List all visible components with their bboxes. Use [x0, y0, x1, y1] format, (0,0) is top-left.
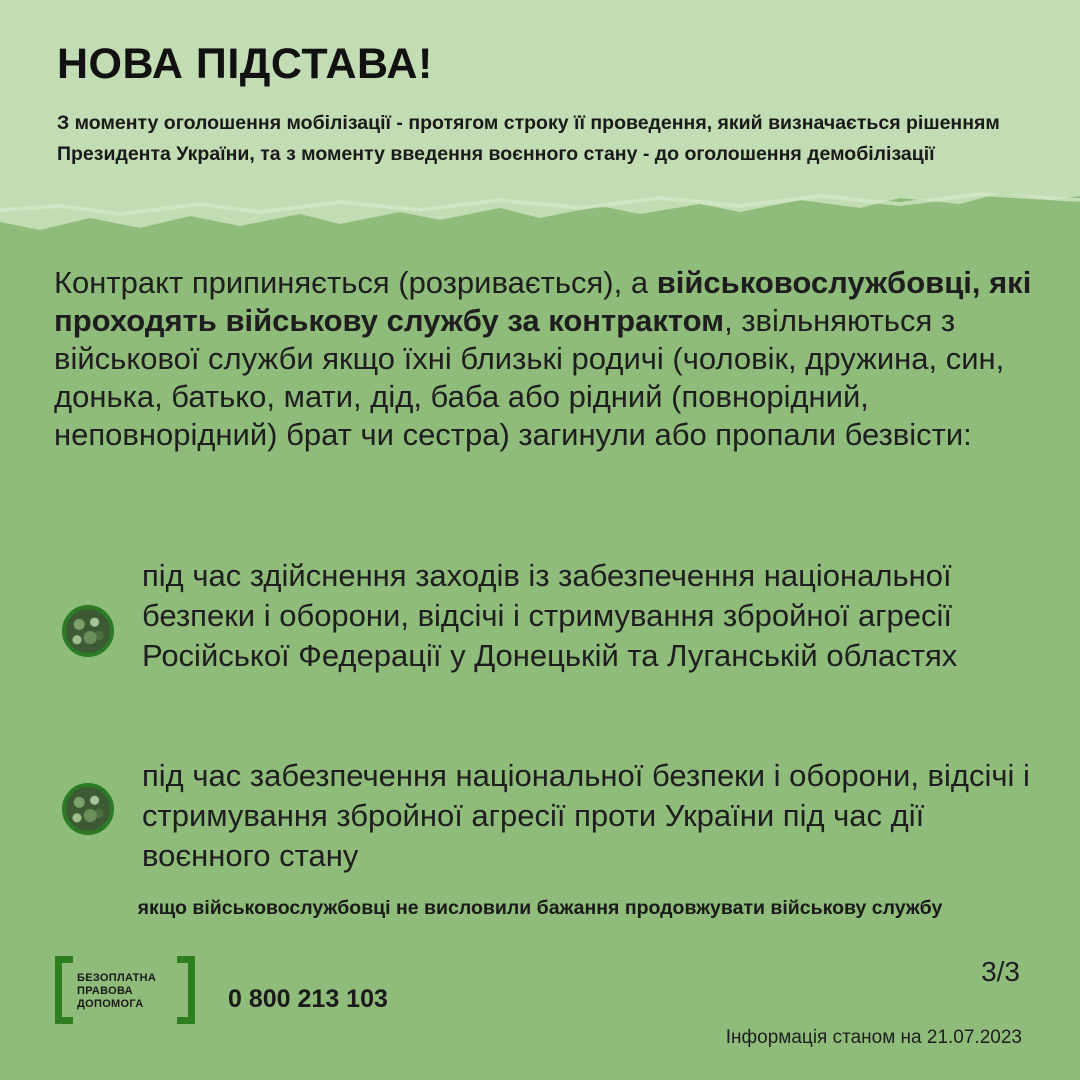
bullet-item: під час забезпечення національної безпеки і оборони, відсічі і стримування збройної агресії проти України під час дії воєнного стану	[142, 758, 1030, 873]
main-text-part-2: , звільняються з військової служби якщо їхні близькі родичі (чоловік, дружина, син, донька, батько, мати, дід, баба або рідний (повнорідний, неповнорідний) брат чи сестра) загинули або пропали безвісти:	[54, 303, 1005, 452]
hotline-phone: 0 800 213 103	[228, 985, 388, 1013]
bullet-camo-icon	[62, 605, 114, 657]
main-text-part-1: Контракт припиняється (розривається), а	[54, 265, 657, 300]
info-date: Інформація станом на 21.07.2023	[725, 1027, 1022, 1048]
logo-left-bracket	[55, 956, 73, 1024]
page-title: НОВА ПІДСТАВА!	[57, 40, 433, 88]
bullet-item: під час здійснення заходів із забезпечення національної безпеки і оборони, відсічі і стримування збройної агресії Російської Федерації у Донецькій та Луганській областях	[142, 558, 958, 673]
page-indicator: 3/3	[981, 956, 1020, 987]
legal-aid-logo	[55, 956, 195, 1024]
subtitle: З моменту оголошення мобілізації - протягом строку її проведення, який визначається рішенням Президента України, та з моменту введення воєнного стану - до оголошення демобілізації	[57, 112, 1000, 165]
logo-text: БЕЗОПЛАТНА ПРАВОВА ДОПОМОГА	[77, 972, 157, 1010]
main-text-bold: військовослужбовці, які проходять військову службу за контрактом	[54, 265, 1032, 338]
footnote: якщо військовослужбовці не висловили бажання продовжувати військову службу	[137, 897, 943, 919]
bullet-camo-icon	[62, 783, 114, 835]
main-paragraph	[54, 264, 1044, 454]
logo-right-bracket	[177, 956, 195, 1024]
